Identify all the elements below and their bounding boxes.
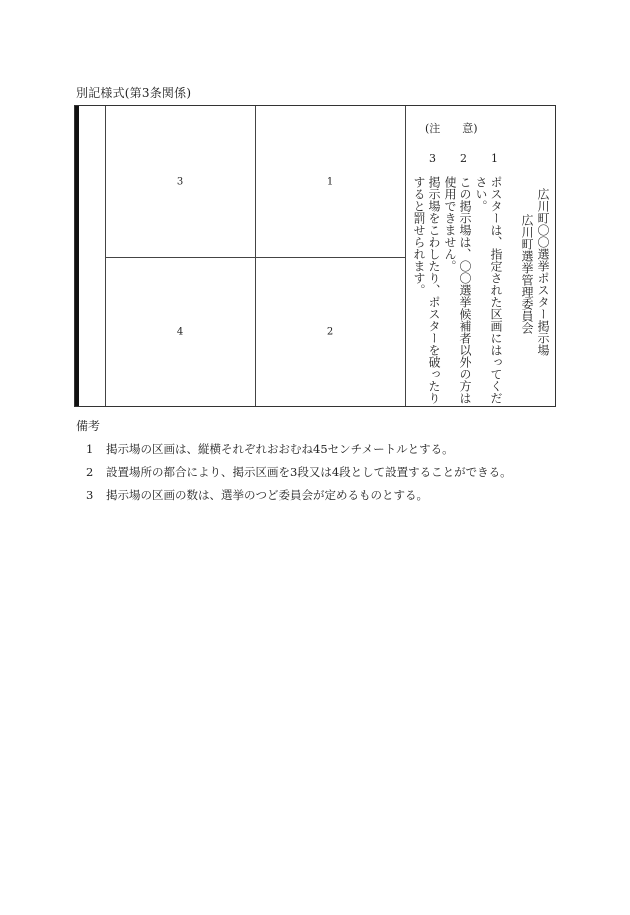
- poster-board-diagram: [74, 105, 556, 407]
- note-text: 掲示場をこわしたり、ポスターを破ったり: [427, 176, 441, 404]
- note-text-continued: 使用できません。: [443, 176, 457, 272]
- divider-horizontal: [105, 257, 405, 258]
- cell-number: 1: [326, 176, 334, 188]
- note-text-continued: すると罰せられます。: [412, 176, 426, 296]
- remark-text: 掲示場の区画の数は、選挙のつど委員会が定めるものとする。: [106, 488, 428, 502]
- remark-number: 1: [86, 442, 94, 456]
- remark-number: 3: [86, 488, 94, 502]
- cell-number: 4: [176, 326, 184, 338]
- remarks-title: 備考: [76, 419, 101, 433]
- note-number: 1: [491, 152, 498, 165]
- board-title: 広川町〇〇選挙ポスター掲示場: [536, 188, 550, 356]
- note-text: ポスターは、指定された区画にはってくだ: [489, 176, 503, 404]
- remark-item: [86, 464, 512, 480]
- remark-text: 設置場所の都合により、掲示区画を3段又は4段として設置することができる。: [106, 465, 512, 479]
- remark-text: 掲示場の区画は、縦横それぞれおおむね45センチメートルとする。: [106, 442, 454, 456]
- cell-number: 2: [326, 326, 334, 338]
- form-caption: 別記様式(第3条関係): [76, 86, 192, 100]
- divider-left: [105, 106, 106, 406]
- notes-header: (注 意): [425, 122, 478, 135]
- divider-middle: [255, 106, 256, 406]
- note-text: この掲示場は、〇〇選挙候補者以外の方は: [458, 176, 472, 404]
- remark-number: 2: [86, 465, 94, 479]
- remark-item: [86, 487, 428, 503]
- board-committee: 広川町選挙管理委員会: [520, 214, 534, 334]
- note-number: 3: [429, 152, 436, 165]
- cell-number: 3: [176, 176, 184, 188]
- note-text-continued: さい。: [474, 176, 488, 212]
- divider-notes: [405, 106, 406, 406]
- remark-item: [86, 441, 454, 457]
- note-number: 2: [460, 152, 467, 165]
- board-edge: [75, 106, 79, 406]
